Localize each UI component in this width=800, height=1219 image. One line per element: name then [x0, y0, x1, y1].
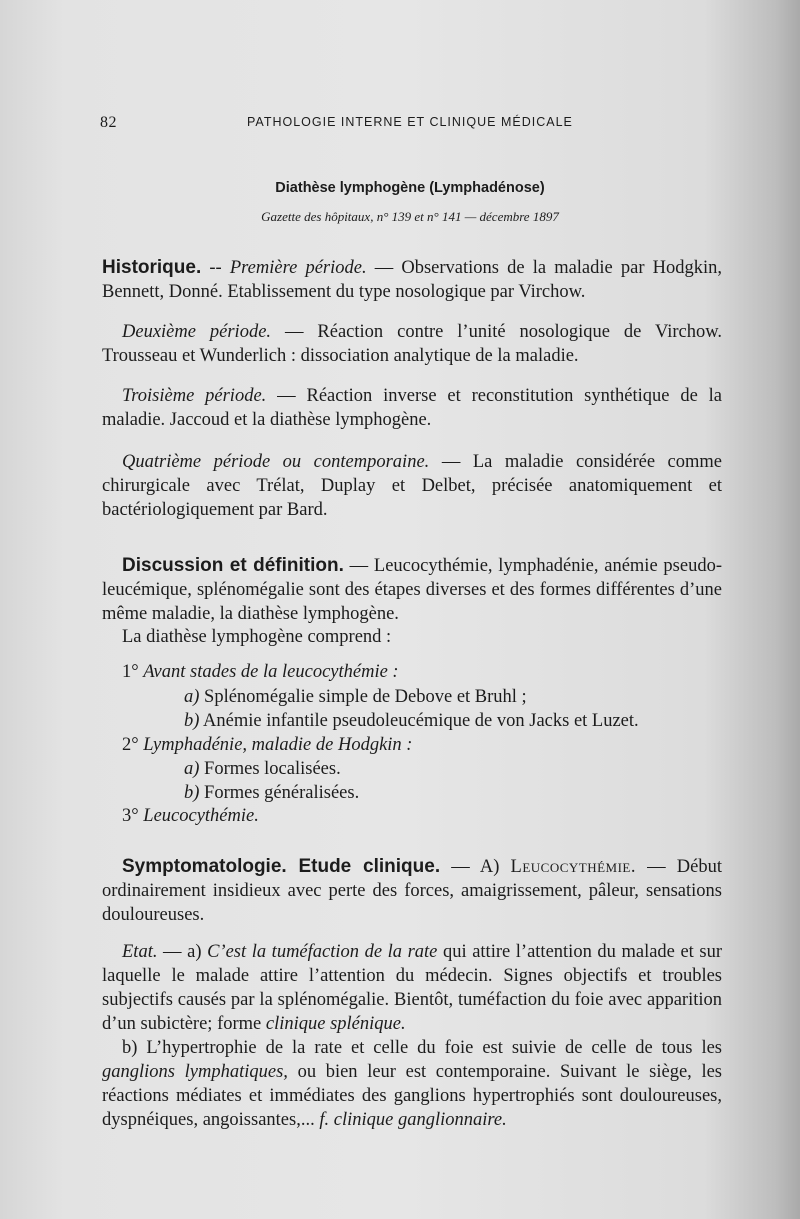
historique-p2-italic: Deuxième période.	[122, 322, 272, 342]
list-item-1	[122, 662, 399, 683]
etat-a-italic: C’est la tuméfaction de la rate	[207, 942, 438, 962]
list-item-1b-text: Anémie infantile pseudoleucémique de von Jacks et Luzet.	[203, 711, 639, 731]
symptomatologie-dash-a: — A)	[451, 857, 500, 877]
list-item-3	[122, 806, 259, 827]
etat-a-end: clinique splénique.	[265, 1014, 406, 1034]
list-item-1-label: Avant stades de la leucocythémie :	[143, 662, 399, 682]
historique-p2-text: — Réaction contre l’unité nosologique de Virchow. Trousseau et Wunderlich : dissociation analytique de la maladie.	[102, 322, 722, 366]
discussion-heading: Discussion et définition.	[122, 555, 344, 576]
b-start: b) L’hypertrophie de la rate et celle du foie est suivie de celle de tous les	[122, 1038, 722, 1058]
b-text: ou bien leur est contemporaine. Suivant le siège, les réactions médiates et immédiates des ganglions hypertrophiés sont douloureuses, dyspnéiques, angoissantes,...	[102, 1062, 722, 1130]
b-paragraph	[102, 1036, 722, 1132]
list-item-1a-text: Splénomégalie simple de Debove et Bruhl ;	[204, 687, 527, 707]
list-item-2b-letter: b)	[184, 783, 200, 803]
discussion-paragraph	[102, 554, 722, 626]
list-item-2b-text: Formes généralisées.	[204, 783, 360, 803]
list-item-2a-text: Formes localisées.	[204, 759, 341, 779]
list-item-2b	[184, 783, 359, 804]
b-end: f. clinique ganglionnaire.	[319, 1110, 507, 1130]
etat-paragraph	[102, 940, 722, 1036]
list-item-2	[122, 735, 412, 756]
list-item-2a-letter: a)	[184, 759, 200, 779]
historique-p3-italic: Troisième période.	[122, 386, 267, 406]
historique-p1: Historique. -- Première période. — Observations de la maladie par Hodgkin, Bennett, Donné. Etablissement du type nosologique par Virchow.	[102, 257, 723, 302]
list-item-1a-letter: a)	[184, 687, 200, 707]
list-item-1b	[184, 711, 639, 732]
list-item-2a	[184, 759, 341, 780]
historique-p4-italic: Quatrième période ou contemporaine.	[122, 452, 430, 472]
list-item-2-label: Lymphadénie, maladie de Hodgkin :	[143, 735, 413, 755]
historique-heading: Historique.	[102, 257, 202, 278]
historique-p4-text: — La maladie considérée comme chirurgicale avec Trélat, Duplay et Delbet, précisée anatomiquement et bactériologiquement par Bard.	[102, 452, 723, 520]
citation	[0, 209, 800, 225]
etat-italic: Etat.	[122, 942, 158, 962]
citation-text: Gazette des hôpitaux, n° 139 et n° 141 — décembre 1897	[261, 209, 559, 224]
list-item-1-num: 1°	[122, 662, 139, 682]
list-item-1b-letter: b)	[184, 711, 200, 731]
chapter-title: Diathèse lymphogène (Lymphadénose)	[275, 180, 545, 196]
list-item-1a	[184, 687, 527, 708]
historique-p1-text: — Observations de la maladie par Hodgkin, Bennett, Donné. Etablissement du type nosologique par Virchow.	[102, 258, 723, 302]
historique-p3	[102, 384, 722, 432]
historique-p1-italic: Première période.	[229, 258, 367, 278]
symptomatologie-paragraph	[102, 855, 722, 927]
list-item-3-num: 3°	[122, 806, 139, 826]
page-number: 82	[100, 114, 117, 131]
historique-p2	[102, 320, 722, 368]
symptomatologie-text: — Début ordinairement insidieux avec perte des forces, amaigrissement, pâleur, sensations douloureuses.	[102, 857, 723, 925]
discussion-intro: La diathèse lymphogène comprend :	[122, 627, 392, 647]
list-item-2-num: 2°	[122, 735, 139, 755]
symptomatologie-heading: Symptomatologie. Etude clinique.	[122, 856, 441, 877]
b-italic: ganglions lymphatiques,	[102, 1062, 288, 1082]
etat-a-label: — a)	[163, 942, 202, 962]
etat-a-text: qui attire l’attention du malade et sur laquelle le malade attire l’attention du médecin. Signes objectifs et troubles subjectifs causés par la splénomégalie. Bientôt, tuméfaction du foie avec apparition d’un subictère; forme	[102, 942, 722, 1034]
running-head-title: PATHOLOGIE INTERNE ET CLINIQUE MÉDICALE	[247, 115, 573, 129]
list-item-3-label: Leucocythémie.	[143, 806, 259, 826]
symptomatologie-smallcaps: Leucocythémie.	[510, 857, 637, 877]
historique-p3-text: — Réaction inverse et reconstitution synthétique de la maladie. Jaccoud et la diathèse lymphogène.	[102, 386, 722, 430]
discussion-text: — Leucocythémie, lymphadénie, anémie pseudo-leucémique, splénomégalie sont des étapes diverses et des formes différentes d’une même maladie, la diathèse lymphogène.	[102, 556, 722, 624]
historique-p4	[102, 450, 722, 522]
